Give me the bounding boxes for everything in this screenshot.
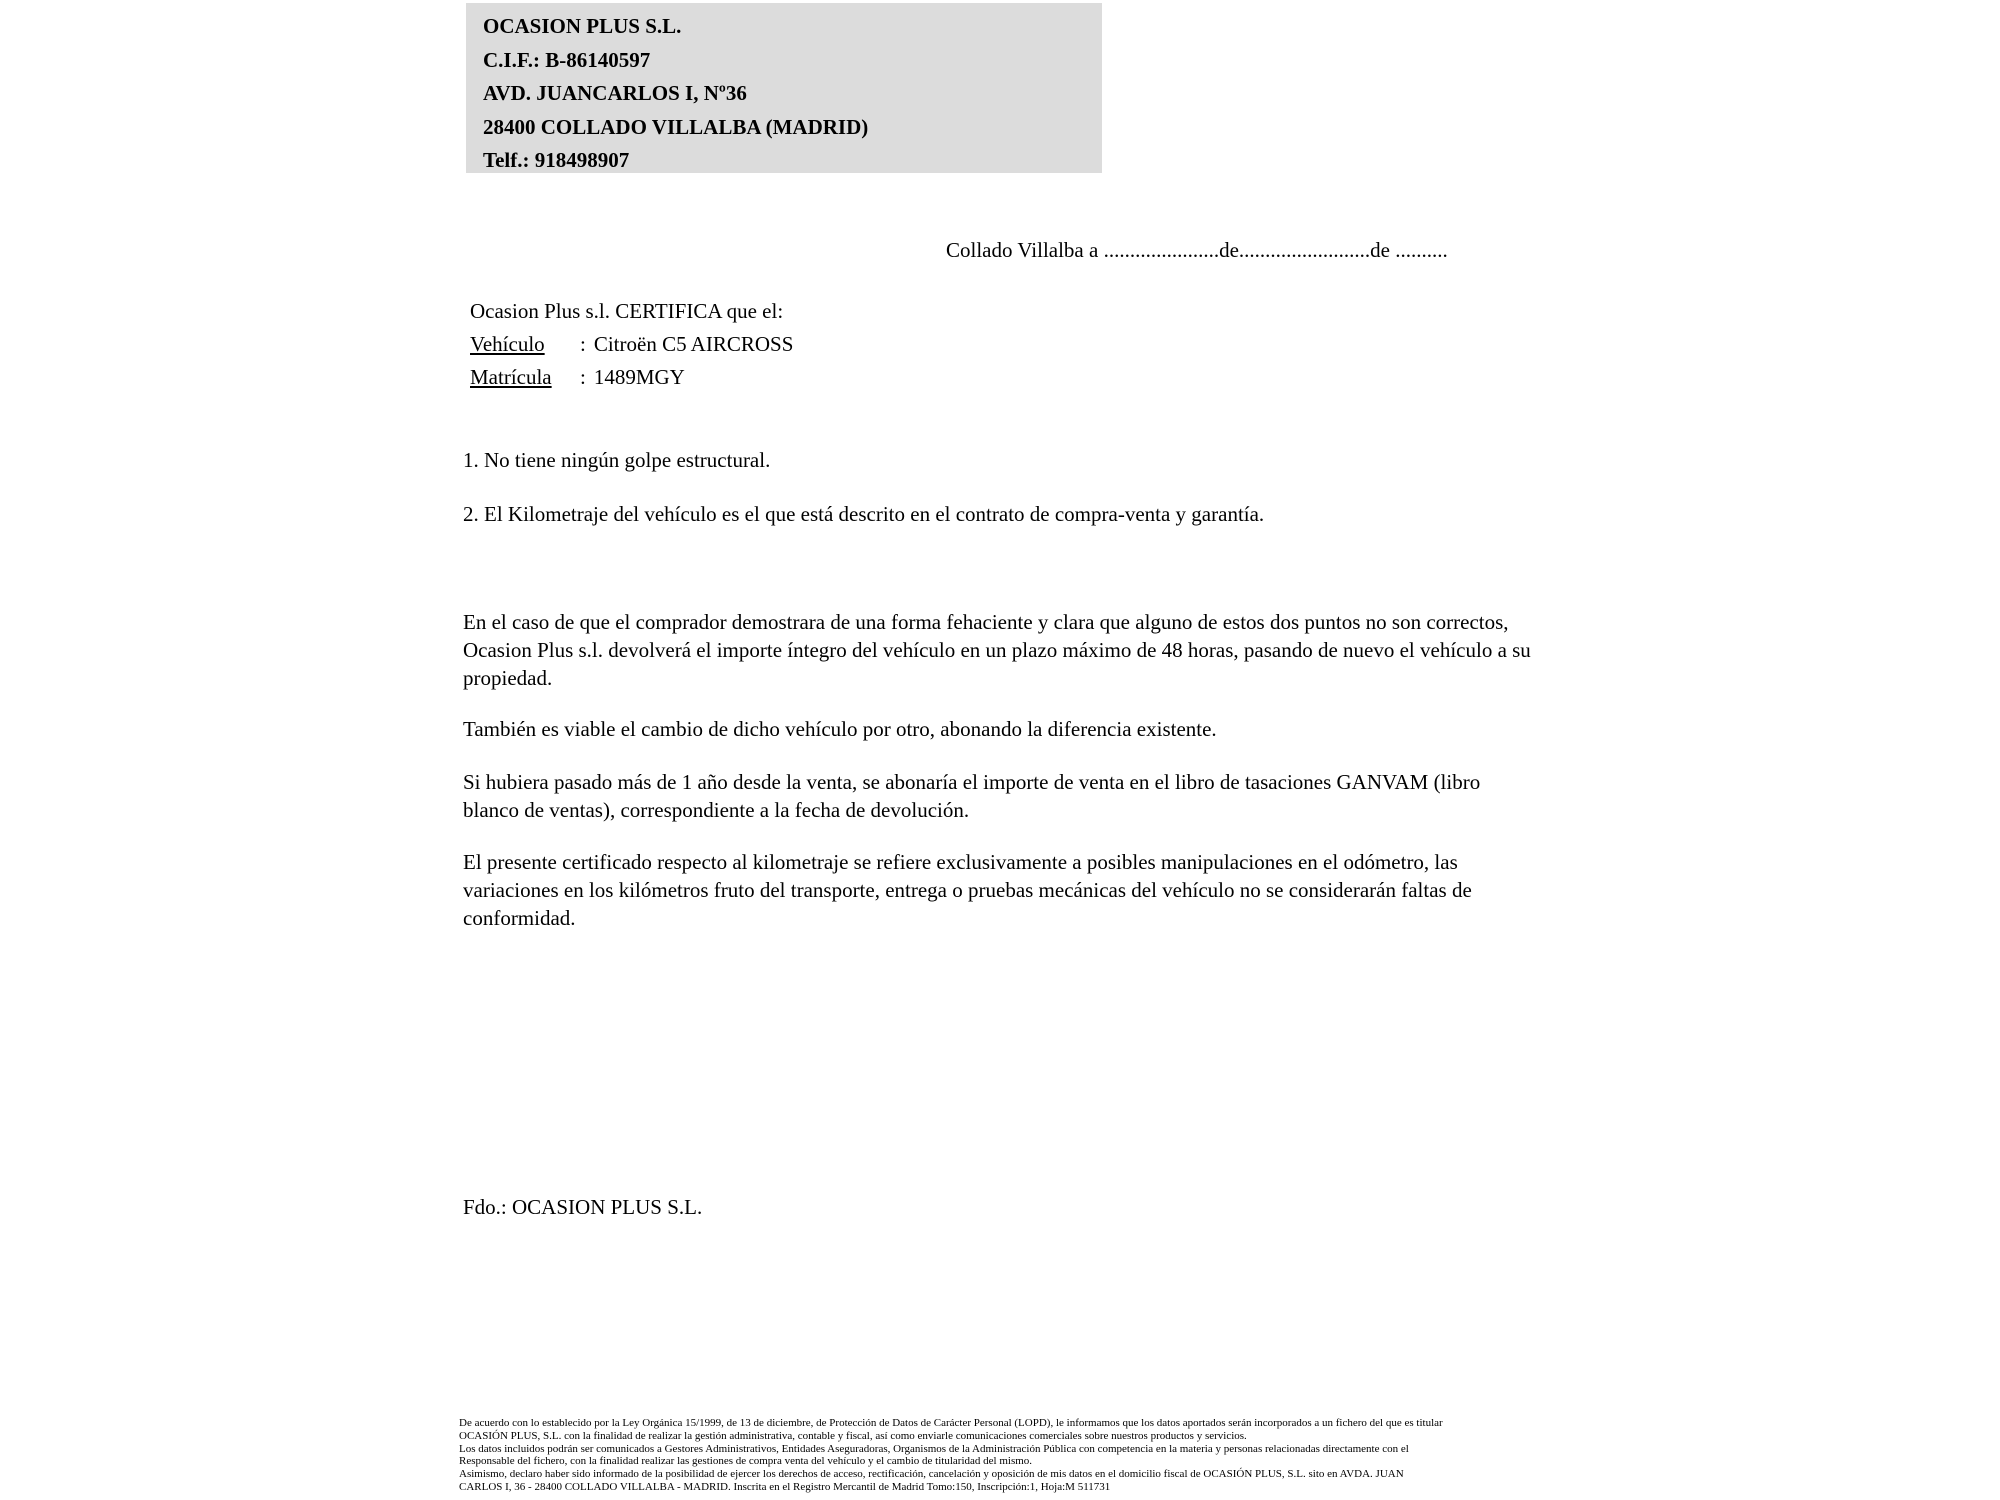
vehicle-label: Vehículo [470,332,545,356]
signature-line: Fdo.: OCASION PLUS S.L. [463,1195,703,1219]
paragraph-odometer: El presente certificado respecto al kilometraje se refiere exclusivamente a posibles manipulaciones en el odómetro, las variaciones en los kilómetros fruto del transporte, entrega o pruebas mecánicas del vehículo no se considerarán faltas de conformidad. [463,850,1472,930]
company-city: 28400 COLLADO VILLALBA (MADRID) [483,114,869,139]
date-line: Collado Villalba a ......................de.........................de .......... [946,238,1448,262]
plate-label: Matrícula [470,365,552,389]
vehicle-separator: : [580,332,586,356]
legal-line: OCASIÓN PLUS, S.L. con la finalidad de realizar la gestión administrativa, contable y fiscal, así como enviarle comunicaciones comerciales sobre nuestros productos y servicios. [459,1429,1247,1442]
paragraph-ganvam: Si hubiera pasado más de 1 año desde la venta, se abonaría el importe de venta en el libro de tasaciones GANVAM (libro blanco de ventas), correspondiente a la fecha de devolución. [463,770,1481,822]
paragraph-refund: En el caso de que el comprador demostrara de una forma fehaciente y clara que alguno de estos dos puntos no son correctos, Ocasion Plus s.l. devolverá el importe íntegro del vehículo en un plazo máximo de 48 horas, pasando de nuevo el vehículo a su propiedad. [463,610,1531,690]
legal-line: De acuerdo con lo establecido por la Ley Orgánica 15/1999, de 13 de diciembre, de Protección de Datos de Carácter Personal (LOPD), le informamos que los datos aportados serán incorporados a un fichero del que es titular [459,1417,1443,1429]
condition-point-2: 2. El Kilometraje del vehículo es el que está descrito en el contrato de compra-venta y garantía. [463,502,1265,526]
legal-line: Asimismo, declaro haber sido informado de la posibilidad de ejercer los derechos de acceso, rectificación, cancelación y oposición de mis datos en el domicilio fiscal de OCASIÓN PLUS, S.L. sito en AVDA. JUAN [459,1468,1404,1481]
vehicle-row [470,328,793,361]
legal-line: CARLOS I, 36 - 28400 COLLADO VILLALBA - MADRID. Inscrita en el Registro Mercantil de Madrid Tomo:150, Inscripción:1, Hoja:M 511731 [459,1480,1111,1493]
company-address: AVD. JUANCARLOS I, Nº36 [483,81,747,105]
plate-value: 1489MGY [593,365,685,389]
certify-line: Ocasion Plus s.l. CERTIFICA que el: [470,299,784,323]
legal-line: Los datos incluidos podrán ser comunicados a Gestores Administrativos, Entidades Aseguradoras, Organismos de la Administración Pública con competencia en la materia y personas relacionadas directamente con el [459,1442,1409,1455]
plate-row [470,361,793,394]
legal-notice [459,1417,1549,1494]
company-name: OCASION PLUS S.L. [483,14,682,38]
plate-separator: : [580,365,586,389]
paragraph-exchange: También es viable el cambio de dicho vehículo por otro, abonando la diferencia existente. [463,717,1217,741]
vehicle-value: Citroën C5 AIRCROSS [593,332,794,356]
legal-line: Responsable del fichero, con la finalidad realizar las gestiones de compra venta del vehículo y el cambio de titularidad del mismo. [459,1455,1033,1468]
company-phone: Telf.: 918498907 [483,148,630,172]
company-cif: C.I.F.: B-86140597 [483,47,651,72]
company-header-block [466,3,1102,173]
condition-point-1: 1. No tiene ningún golpe estructural. [463,448,771,472]
certify-block [470,295,793,394]
